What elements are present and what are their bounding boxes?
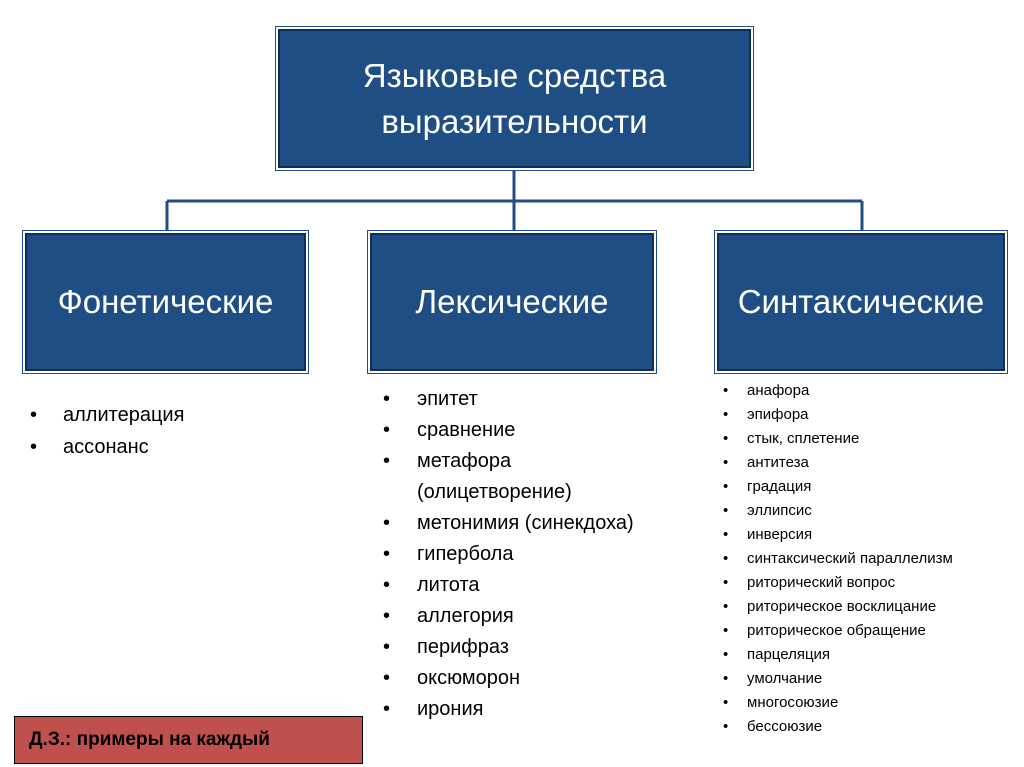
syntactic-items-list xyxy=(723,379,1023,739)
list-item-text: эпифора xyxy=(747,406,809,423)
list-item-text: инверсия xyxy=(747,526,813,543)
bullet-icon: • xyxy=(723,382,729,399)
list-item-text: риторическое восклицание xyxy=(747,598,937,615)
lexical-items-list xyxy=(383,384,663,725)
list-item xyxy=(383,694,663,725)
bullet-icon: • xyxy=(383,698,391,720)
bullet-icon: • xyxy=(383,574,391,596)
root-title-line2: выразительности xyxy=(381,102,648,140)
category-label-phonetic: Фонетические xyxy=(57,283,274,320)
list-item xyxy=(383,384,663,415)
bullet-icon: • xyxy=(383,419,391,441)
phonetic-items-list xyxy=(30,399,330,463)
list-item-text: градация xyxy=(747,478,812,495)
category-label-syntactic: Синтаксические xyxy=(737,283,985,320)
list-item xyxy=(723,547,1023,571)
bullet-icon: • xyxy=(723,622,729,639)
bullet-icon: • xyxy=(723,694,729,711)
bullet-icon: • xyxy=(723,430,729,447)
bullet-icon: • xyxy=(383,388,391,410)
bullet-icon: • xyxy=(383,605,391,627)
list-item xyxy=(723,691,1023,715)
list-item-text: эллипсис xyxy=(747,502,812,519)
list-item-text: аллегория xyxy=(417,605,514,627)
list-item-text: эпитет xyxy=(417,388,478,410)
list-item-text: метафора (олицетворение) xyxy=(417,450,572,503)
list-item xyxy=(383,539,663,570)
bullet-icon: • xyxy=(723,574,729,591)
list-item-text: риторический вопрос xyxy=(747,574,896,591)
list-item xyxy=(383,508,663,539)
homework-note xyxy=(14,716,363,764)
list-item xyxy=(723,427,1023,451)
list-item-text: метонимия (синекдоха) xyxy=(417,512,634,534)
list-item-text: перифраз xyxy=(417,636,509,658)
bullet-icon: • xyxy=(723,406,729,423)
bullet-icon: • xyxy=(723,670,729,687)
list-item xyxy=(723,475,1023,499)
list-item xyxy=(383,570,663,601)
list-item-text: ассонанс xyxy=(63,436,149,458)
category-node-syntactic xyxy=(717,233,1005,371)
bullet-icon: • xyxy=(383,512,391,534)
bullet-icon: • xyxy=(723,478,729,495)
list-item xyxy=(723,571,1023,595)
bullet-icon: • xyxy=(723,646,729,663)
list-item xyxy=(723,403,1023,427)
list-item-text: стык, сплетение xyxy=(747,430,860,447)
list-item xyxy=(383,446,663,508)
bullet-icon: • xyxy=(383,667,391,689)
list-item-text: оксюморон xyxy=(417,667,521,689)
list-item xyxy=(723,379,1023,403)
list-item xyxy=(383,415,663,446)
bullet-icon: • xyxy=(30,436,38,458)
category-node-phonetic xyxy=(25,233,306,371)
list-item xyxy=(383,601,663,632)
list-item xyxy=(723,499,1023,523)
bullet-icon: • xyxy=(723,550,729,567)
list-item-text: антитеза xyxy=(747,454,809,471)
list-item xyxy=(30,431,330,463)
bullet-icon: • xyxy=(383,636,391,658)
list-item-text: литота xyxy=(417,574,480,596)
list-item-text: многосоюзие xyxy=(747,694,839,711)
list-item-text: ирония xyxy=(417,698,484,720)
homework-text: Д.З.: примеры на каждый xyxy=(29,729,270,750)
category-label-lexical: Лексические xyxy=(415,283,609,320)
list-item-text: аллитерация xyxy=(63,404,185,426)
list-item-text: сравнение xyxy=(417,419,516,441)
list-item-text: риторическое обращение xyxy=(747,622,926,639)
bullet-icon: • xyxy=(723,502,729,519)
bullet-icon: • xyxy=(723,454,729,471)
list-item xyxy=(723,595,1023,619)
list-item xyxy=(723,619,1023,643)
list-item-text: синтаксический параллелизм xyxy=(747,550,953,567)
list-item xyxy=(723,715,1023,739)
bullet-icon: • xyxy=(383,543,391,565)
list-item xyxy=(383,663,663,694)
list-item xyxy=(723,523,1023,547)
bullet-icon: • xyxy=(30,404,38,426)
category-node-lexical xyxy=(370,233,654,371)
list-item xyxy=(383,632,663,663)
root-title-line1: Языковые средства xyxy=(362,56,667,94)
list-item-text: анафора xyxy=(747,382,810,399)
list-item-text: умолчание xyxy=(747,670,823,687)
list-item xyxy=(723,451,1023,475)
root-node xyxy=(278,29,751,168)
bullet-icon: • xyxy=(723,598,729,615)
list-item xyxy=(723,667,1023,691)
list-item xyxy=(723,643,1023,667)
bullet-icon: • xyxy=(723,526,729,543)
bullet-icon: • xyxy=(723,718,729,735)
bullet-icon: • xyxy=(383,450,391,472)
list-item-text: бессоюзие xyxy=(747,718,823,735)
list-item-text: гипербола xyxy=(417,543,514,565)
list-item-text: парцеляция xyxy=(747,646,831,663)
list-item xyxy=(30,399,330,431)
